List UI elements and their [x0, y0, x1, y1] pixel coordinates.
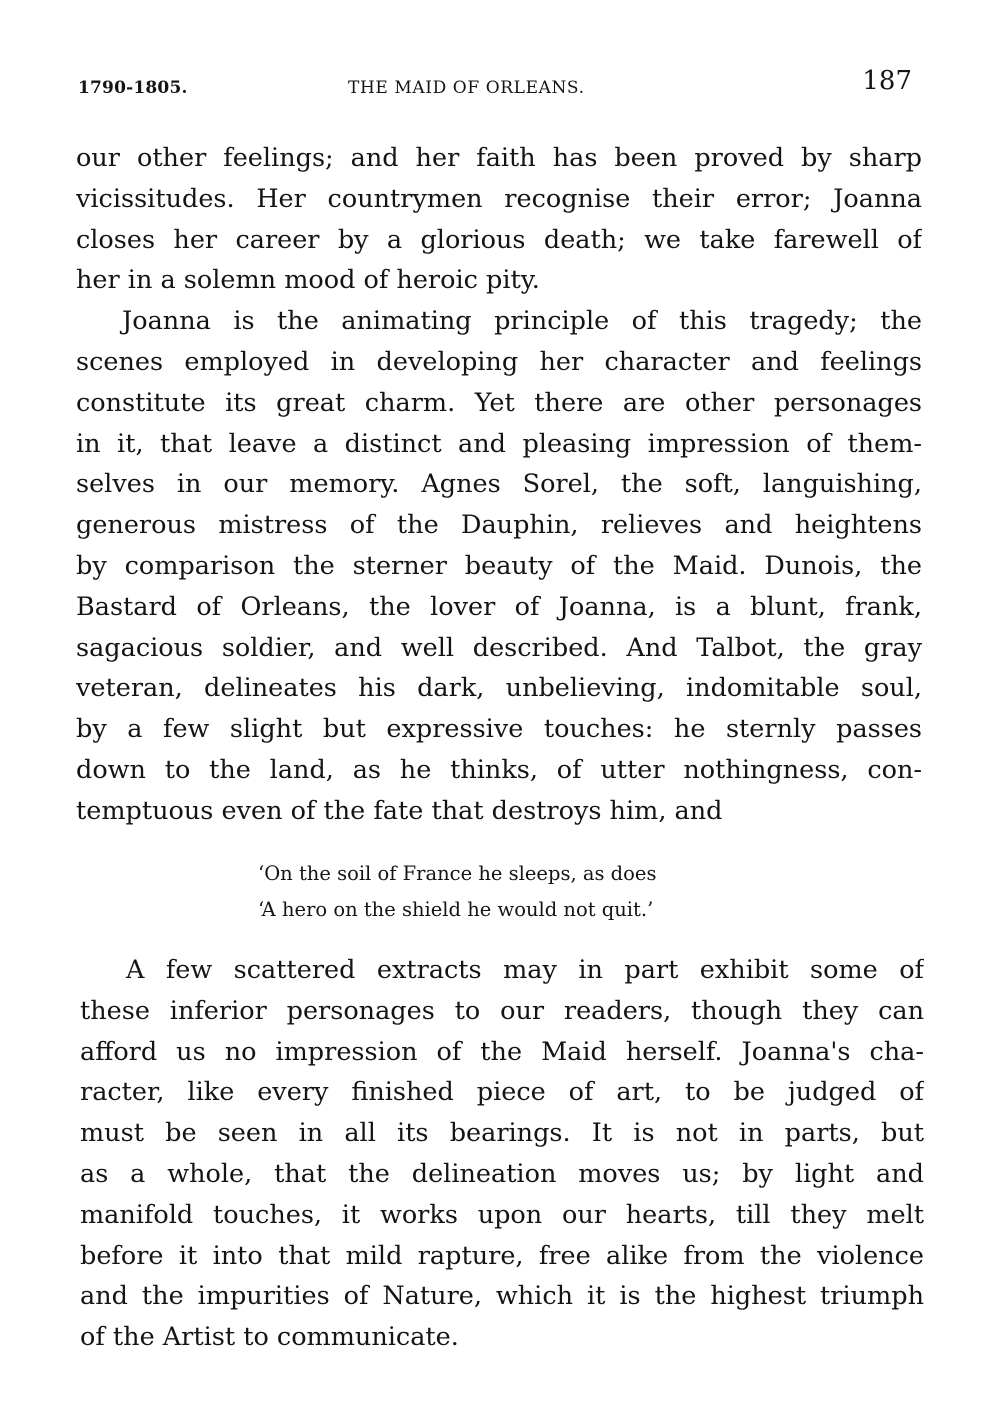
text-line: constitute its great charm. Yet there are other personages [76, 387, 922, 418]
verse-quotation [258, 856, 858, 928]
text-line: these inferior personages to our readers, though they can [80, 995, 924, 1026]
text-line: must be seen in all its bearings. It is not in parts, but [80, 1118, 924, 1149]
text-line: selves in our memory. Agnes Sorel, the soft, languishing, [76, 469, 922, 500]
page-number: 187 [862, 66, 912, 96]
text-line: racter, like every finished piece of art, to be judged of [80, 1077, 924, 1108]
paragraph-3 [80, 950, 924, 1358]
text-line: before it into that mild rapture, free alike from the violence [80, 1240, 924, 1271]
text-line: down to the land, as he thinks, of utter nothingness, con- [76, 754, 922, 785]
text-line: generous mistress of the Dauphin, relieves and heightens [76, 510, 922, 541]
text-line: sagacious soldier, and well described. And Talbot, the gray [76, 632, 922, 663]
text-line: in it, that leave a distinct and pleasing impression of them- [76, 428, 922, 459]
text-line: temptuous even of the fate that destroys him, and [76, 795, 723, 826]
text-line: closes her career by a glorious death; we take farewell of [76, 224, 922, 255]
quote-line: ‘A hero on the shield he would not quit.’ [258, 898, 654, 921]
text-line: afford us no impression of the Maid herself. Joanna's cha- [80, 1036, 924, 1067]
text-line: manifold touches, it works upon our hearts, till they melt [80, 1199, 924, 1230]
text-line: A few scattered extracts may in part exhibit some of [126, 955, 924, 985]
running-head-title: THE MAID OF ORLEANS. [348, 78, 585, 98]
paragraph-2 [76, 301, 922, 831]
text-line: our other feelings; and her faith has been proved by sharp [76, 143, 922, 173]
text-line: and the impurities of Nature, which it is the highest triumph [80, 1281, 924, 1312]
text-line: scenes employed in developing her character and feelings [76, 346, 922, 377]
text-line: veteran, delineates his dark, unbelieving, indomitable soul, [76, 673, 922, 704]
quote-line: ‘On the soil of France he sleeps, as does [258, 862, 657, 885]
body-text-upper [76, 138, 922, 832]
running-head [78, 66, 918, 102]
running-head-dates: 1790-1805. [78, 78, 188, 98]
text-line: of the Artist to communicate. [80, 1322, 459, 1353]
text-line: by a few slight but expressive touches: he sternly passes [76, 714, 922, 745]
paragraph-1 [76, 138, 922, 301]
text-line: by comparison the sterner beauty of the Maid. Dunois, the [76, 550, 922, 581]
text-line: Joanna is the animating principle of this tragedy; the [122, 306, 922, 337]
text-line: vicissitudes. Her countrymen recognise their error; Joanna [76, 183, 922, 214]
text-line: Bastard of Orleans, the lover of Joanna, is a blunt, frank, [76, 591, 922, 622]
text-line: her in a solemn mood of heroic pity. [76, 265, 540, 296]
text-line: as a whole, that the delineation moves us; by light and [80, 1158, 924, 1189]
